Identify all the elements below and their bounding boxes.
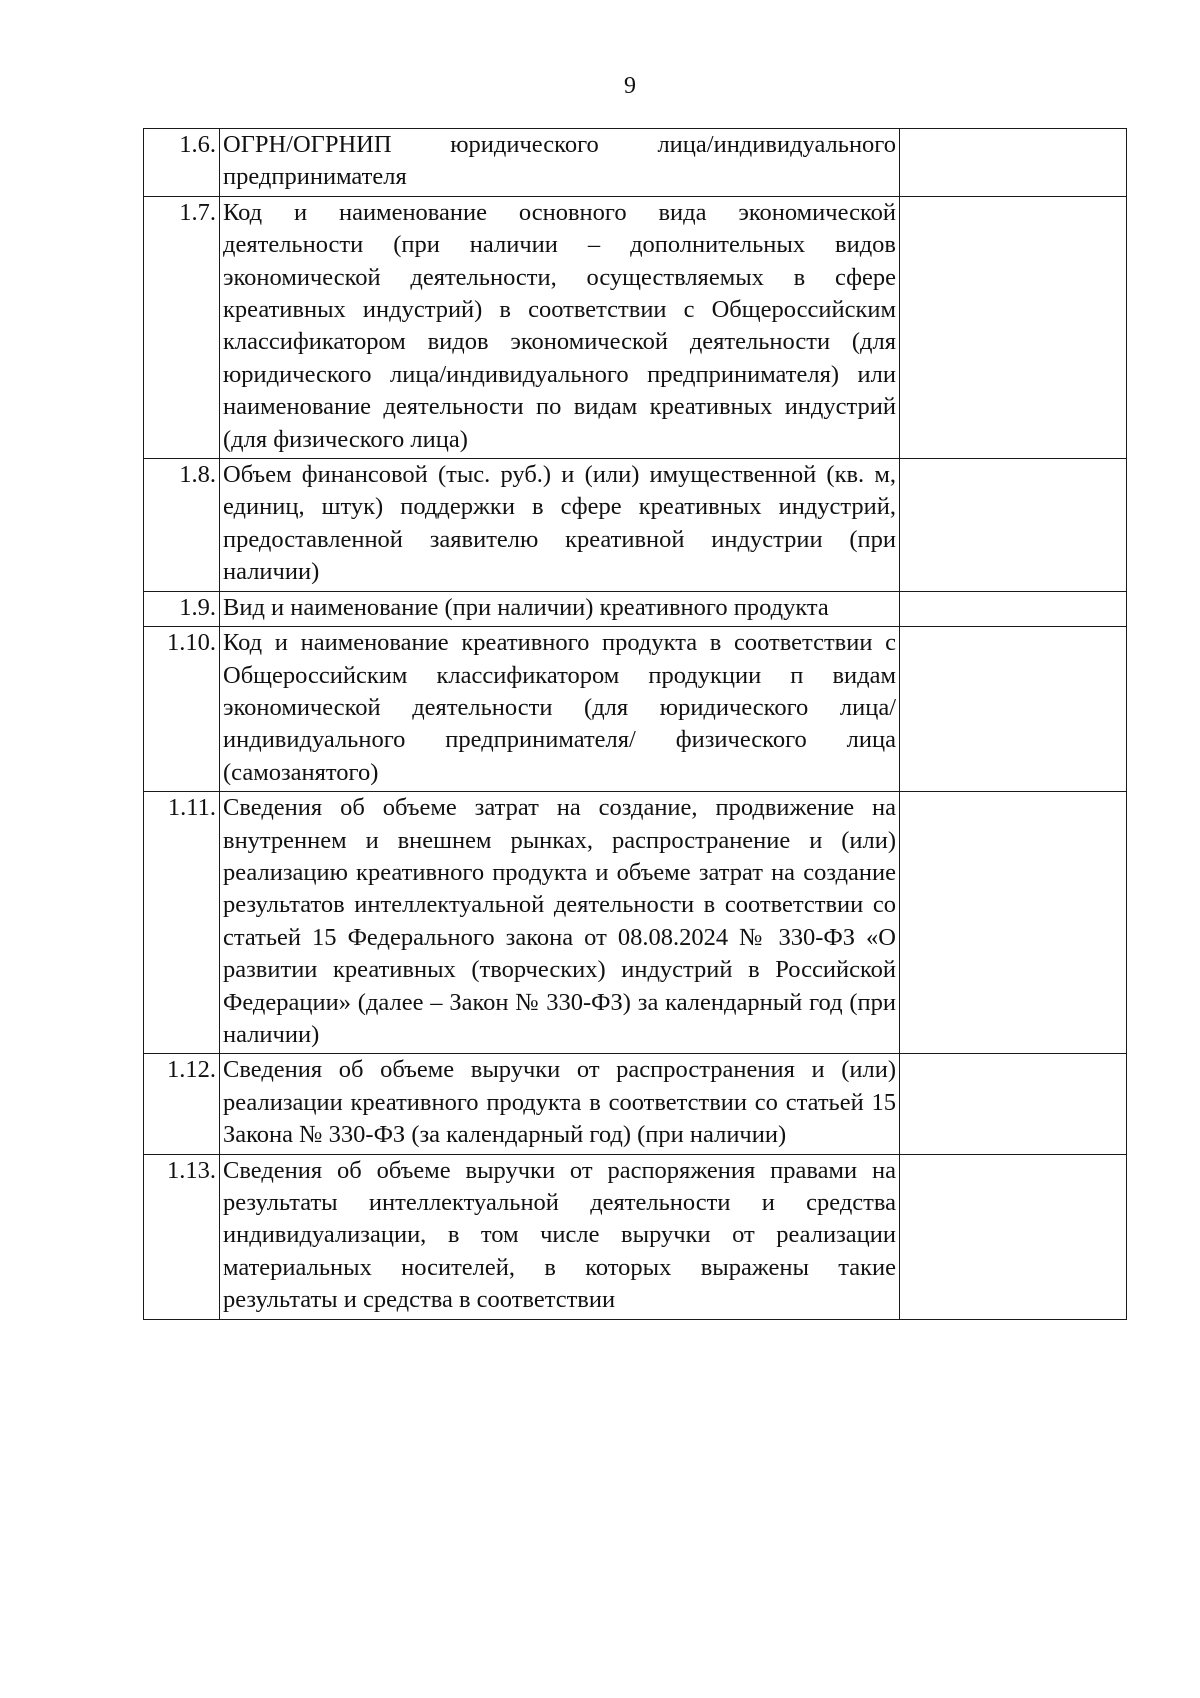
table-row <box>144 196 1127 458</box>
row-value-cell[interactable] <box>900 196 1127 458</box>
table-row <box>144 792 1127 1054</box>
table-row <box>144 627 1127 792</box>
row-description: Сведения об объеме выручки от распространения и (или) реализации креативного продукта в соответствии со статьей 15 Закона № 330-ФЗ (за календарный год) (при наличии) <box>220 1054 900 1154</box>
row-description: Вид и наименование (при наличии) креативного продукта <box>220 591 900 626</box>
row-description: Код и наименование креативного продукта в соответствии с Общероссийским классификатором продукции п видам экономической деятельности (для юридического лица/индивидуального предпринимателя/ физического лица (самозанятого) <box>220 627 900 792</box>
table-row <box>144 591 1127 626</box>
page-number: 9 <box>624 73 636 99</box>
row-number: 1.8. <box>144 459 220 592</box>
row-number: 1.11. <box>144 792 220 1054</box>
row-description: Код и наименование основного вида экономической деятельности (при наличии – дополнительных видов экономической деятельности, осуществляемых в сфере креативных индустрий) в соответствии с Общероссийским классификатором видов экономической деятельности (для юридического лица/индивидуального предпринимателя) или наименование деятельности по видам креативных индустрий (для физического лица) <box>220 196 900 458</box>
table-row <box>144 129 1127 197</box>
row-description: ОГРН/ОГРНИП юридического лица/индивидуального предпринимателя <box>220 129 900 197</box>
row-description: Сведения об объеме затрат на создание, продвижение на внутреннем и внешнем рынках, распространение и (или) реализацию креативного продукта и объеме затрат на создание результатов интеллектуальной деятельности в соответствии со статьей 15 Федерального закона от 08.08.2024 № 330-ФЗ «О развитии креативных (творческих) индустрий в Российской Федерации» (далее – Закон № 330-ФЗ) за календарный год (при наличии) <box>220 792 900 1054</box>
table-row <box>144 459 1127 592</box>
row-number: 1.9. <box>144 591 220 626</box>
form-table <box>143 128 1127 1320</box>
row-description: Сведения об объеме выручки от распоряжения правами на результаты интеллектуальной деятельности и средства индивидуализации, в том числе выручки от реализации материальных носителей, в которых выражены такие результаты и средства в соответствии <box>220 1154 900 1319</box>
row-number: 1.13. <box>144 1154 220 1319</box>
row-number: 1.12. <box>144 1054 220 1154</box>
table-row <box>144 1054 1127 1154</box>
table-row <box>144 1154 1127 1319</box>
row-number: 1.6. <box>144 129 220 197</box>
row-number: 1.10. <box>144 627 220 792</box>
row-value-cell[interactable] <box>900 1054 1127 1154</box>
row-value-cell[interactable] <box>900 792 1127 1054</box>
row-value-cell[interactable] <box>900 459 1127 592</box>
row-value-cell[interactable] <box>900 591 1127 626</box>
row-value-cell[interactable] <box>900 627 1127 792</box>
row-number: 1.7. <box>144 196 220 458</box>
row-value-cell[interactable] <box>900 1154 1127 1319</box>
row-value-cell[interactable] <box>900 129 1127 197</box>
row-description: Объем финансовой (тыс. руб.) и (или) имущественной (кв. м, единиц, штук) поддержки в сфере креативных индустрий, предоставленной заявителю креативной индустрии (при наличии) <box>220 459 900 592</box>
